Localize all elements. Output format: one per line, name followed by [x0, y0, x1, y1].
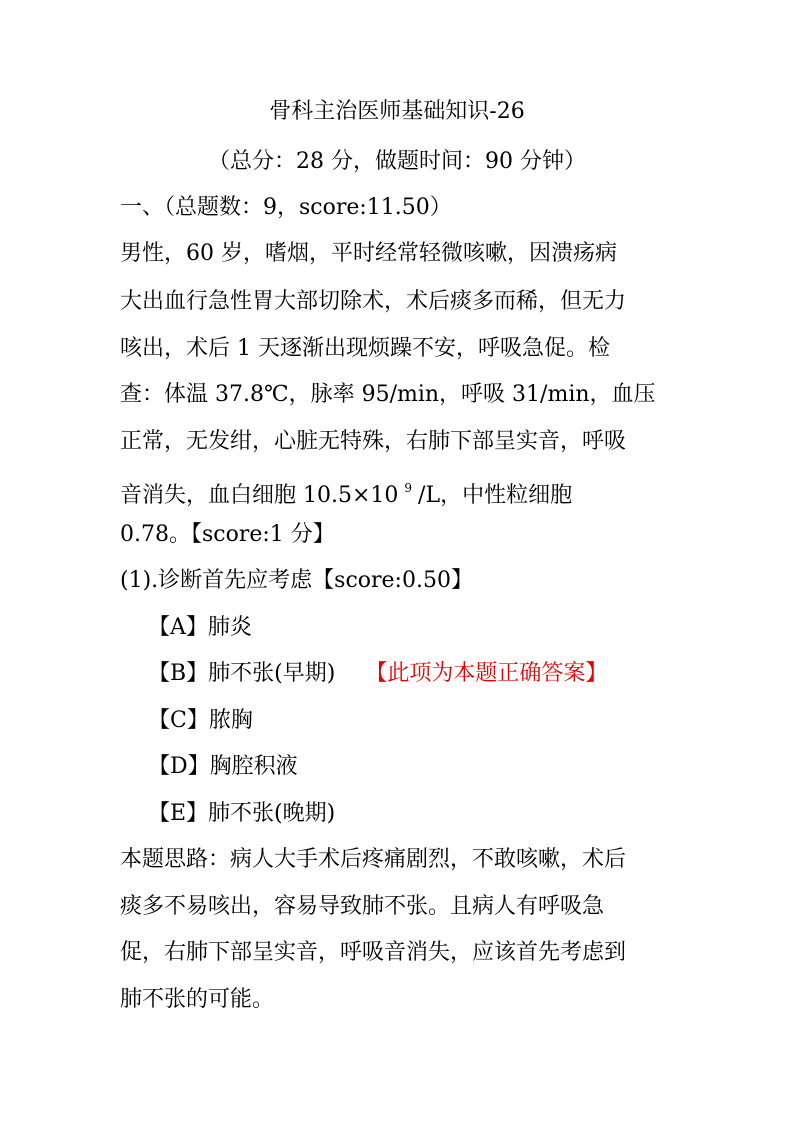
case-text-line: 咳出，术后 1 天逐渐出现烦躁不安，呼吸急促。检: [120, 336, 610, 361]
case-text-line: 大出血行急性胃大部切除术，术后痰多而稀，但无力: [120, 289, 627, 314]
option-a: 【A】肺炎: [148, 615, 252, 640]
case-text-line: 男性，60 岁，嗜烟，平时经常轻微咳嗽，因溃疡病: [120, 241, 617, 266]
case-text-line: 0.78。【score:1 分】: [120, 522, 335, 547]
correct-answer-marker: 【此项为本题正确答案】: [365, 661, 608, 686]
case-text-segment: 音消失，血白细胞 10.5×10: [120, 483, 399, 508]
option-d: 【D】胸腔积液: [148, 754, 298, 779]
analysis-line: 促，右肺下部呈实音，呼吸音消失，应该首先考虑到: [120, 940, 627, 965]
case-text-segment: /L，中性粒细胞: [418, 483, 573, 508]
exam-info: （总分：28 分，做题时间：90 分钟）: [208, 149, 586, 174]
analysis-line: 本题思路：病人大手术后疼痛剧烈，不敢咳嗽，术后: [120, 847, 627, 872]
option-e: 【E】肺不张(晚期): [148, 801, 336, 826]
option-b: [148, 660, 607, 688]
analysis-line: 肺不张的可能。: [120, 987, 275, 1012]
section-header: 一、（总题数：9，score:11.50）: [120, 195, 452, 220]
question-text: (1).诊断首先应考虑【score:0.50】: [120, 568, 473, 593]
case-text-line: [120, 474, 572, 510]
exponent: 9: [404, 481, 413, 495]
case-text-line: 正常，无发绀，心脏无特殊，右肺下部呈实音，呼吸: [120, 429, 627, 454]
option-b-label: 【B】肺不张(早期): [148, 661, 336, 686]
option-c: 【C】脓胸: [148, 708, 253, 733]
case-text-line: 查：体温 37.8℃，脉率 95/min，呼吸 31/min，血压: [120, 382, 656, 407]
page-title: 骨科主治医师基础知识-26: [269, 99, 525, 124]
analysis-line: 痰多不易咳出，容易导致肺不张。且病人有呼吸急: [120, 894, 605, 919]
